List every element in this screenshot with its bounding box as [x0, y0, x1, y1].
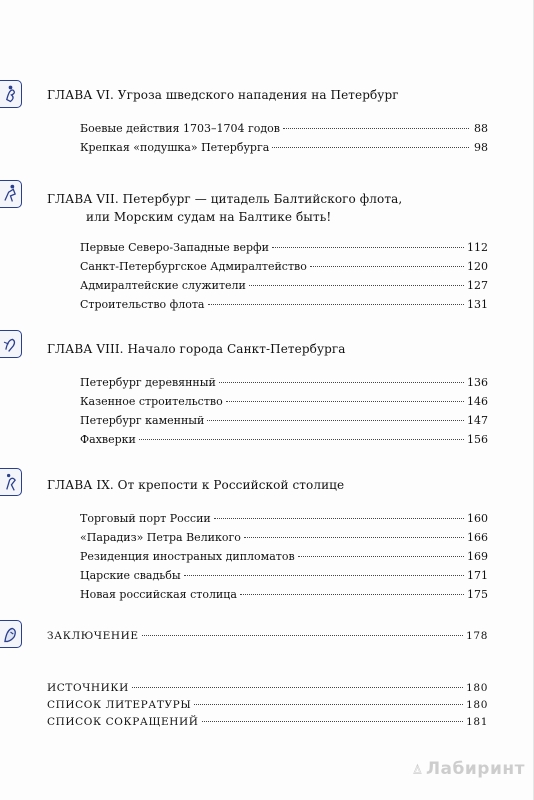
entry-title: Петербург деревянный — [80, 376, 216, 389]
toc-entry[interactable] — [80, 432, 488, 448]
entry-title: Боевые действия 1703–1704 годов — [80, 122, 280, 135]
watermark-text: Лабиринт — [425, 759, 525, 779]
entry-title: «Парадиз» Петра Великого — [80, 531, 241, 544]
dot-leader — [207, 420, 464, 421]
entry-title: Крепкая «подушка» Петербурга — [80, 141, 270, 154]
dot-leader — [272, 247, 464, 248]
toc-entry[interactable] — [80, 530, 488, 546]
chapter-title: ГЛАВА VI. Угроза шведского нападения на Петербург — [47, 88, 399, 102]
toc-entry[interactable] — [80, 394, 488, 410]
page-number: 146 — [467, 395, 488, 408]
chapter-title — [47, 190, 402, 226]
page-number: 127 — [467, 279, 488, 292]
dot-leader — [132, 687, 463, 688]
dot-leader — [184, 575, 464, 576]
dot-leader — [219, 382, 464, 383]
entry-title: Строительство флота — [80, 298, 205, 311]
dutch-tile-icon — [0, 330, 22, 358]
chapter-title-line1: ГЛАВА VII. Петербург — цитадель Балтийского флота, — [47, 192, 403, 206]
page-number: 147 — [467, 414, 488, 427]
toc-entry[interactable] — [80, 587, 488, 603]
page-number: 180 — [466, 682, 488, 694]
dot-leader — [310, 266, 464, 267]
dot-leader — [208, 304, 465, 305]
toc-entry-conclusion[interactable] — [47, 628, 488, 644]
toc-entry[interactable] — [80, 240, 488, 256]
dot-leader — [272, 147, 469, 148]
page-number: 171 — [467, 569, 488, 582]
toc-entry[interactable] — [80, 259, 488, 275]
entry-title: Резиденция иностраных дипломатов — [80, 550, 295, 563]
page-number: 181 — [466, 716, 488, 728]
toc-entry[interactable] — [80, 375, 488, 391]
toc-entry[interactable] — [80, 568, 488, 584]
toc-entry[interactable] — [80, 511, 488, 527]
dot-leader — [240, 594, 464, 595]
page-number: 175 — [467, 588, 488, 601]
page-number: 120 — [467, 260, 488, 273]
entry-title: Петербург каменный — [80, 414, 205, 427]
page-number: 180 — [466, 699, 488, 711]
dot-leader — [249, 285, 464, 286]
dutch-tile-icon — [0, 180, 22, 208]
chapter-title: ГЛАВА IX. От крепости к Российской столице — [47, 478, 345, 492]
dutch-tile-icon — [0, 80, 22, 108]
dot-leader — [214, 518, 464, 519]
page-number: 136 — [467, 376, 488, 389]
toc-entry[interactable] — [80, 413, 488, 429]
labirint-logo-icon — [413, 754, 422, 784]
entry-title: Новая российская столица — [80, 588, 237, 601]
labirint-watermark — [413, 752, 525, 786]
entry-title: ИСТОЧНИКИ — [47, 682, 129, 694]
dutch-tile-icon — [0, 468, 22, 496]
dot-leader — [283, 128, 469, 129]
toc-entry[interactable] — [80, 297, 488, 313]
entry-title: ЗАКЛЮЧЕНИЕ — [47, 630, 139, 642]
toc-entry-back-matter[interactable] — [47, 680, 488, 696]
chapter-title: ГЛАВА VIII. Начало города Санкт-Петербурга — [47, 342, 346, 356]
chapter-title-line2: или Морским судам на Балтике быть! — [86, 210, 332, 224]
toc-entry[interactable] — [80, 121, 488, 137]
page-number: 156 — [467, 433, 488, 446]
toc-entry[interactable] — [80, 549, 488, 565]
dot-leader — [202, 721, 464, 722]
dot-leader — [244, 537, 464, 538]
page-number: 98 — [474, 141, 488, 154]
dot-leader — [139, 439, 464, 440]
entry-title: Царские свадьбы — [80, 569, 181, 582]
dot-leader — [298, 556, 464, 557]
page-number: 88 — [474, 122, 488, 135]
toc-entry[interactable] — [80, 278, 488, 294]
page-number: 112 — [467, 241, 488, 254]
page-number: 131 — [467, 298, 488, 311]
entry-title: Торговый порт России — [80, 512, 211, 525]
dot-leader — [226, 401, 464, 402]
entry-title: СПИСОК СОКРАЩЕНИЙ — [47, 716, 199, 728]
dutch-tile-icon — [0, 620, 22, 648]
page-number: 160 — [467, 512, 488, 525]
toc-entry-back-matter[interactable] — [47, 697, 488, 713]
entry-title: Казенное строительство — [80, 395, 223, 408]
toc-entry-back-matter[interactable] — [47, 714, 488, 730]
entry-title: Первые Северо-Западные верфи — [80, 241, 269, 254]
entry-title: Фахверки — [80, 433, 136, 446]
dot-leader — [142, 635, 463, 636]
entry-title: СПИСОК ЛИТЕРАТУРЫ — [47, 699, 192, 711]
dot-leader — [194, 704, 463, 705]
toc-entry[interactable] — [80, 140, 488, 156]
page-number: 169 — [467, 550, 488, 563]
page-number: 166 — [467, 531, 488, 544]
page-number: 178 — [466, 630, 488, 642]
entry-title: Адмиралтейские служители — [80, 279, 246, 292]
entry-title: Санкт-Петербургское Адмиралтейство — [80, 260, 307, 273]
